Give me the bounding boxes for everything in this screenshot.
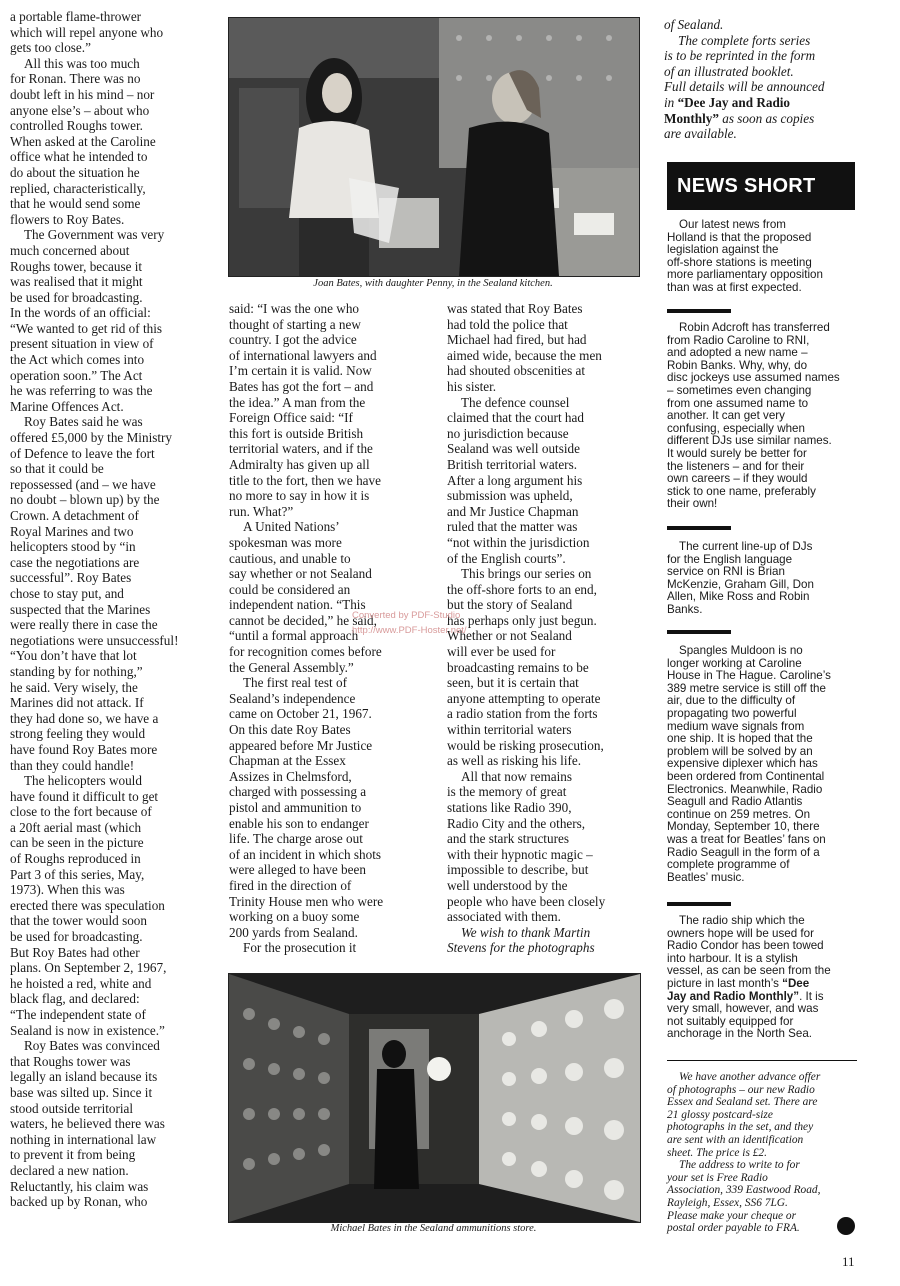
article-continuation: of Sealand.: [664, 17, 724, 32]
news-item-text: [667, 915, 857, 1041]
news-item-text-start: The radio ship which the owners hope will be used for Radio Condor has been towed into harbour. It is a stylish vessel, as can be seen from the picture in last month’s: [667, 914, 831, 990]
news-item: [667, 219, 857, 295]
article-paragraph: This brings our series on the off-shore forts to an end, but the story of Sealand has perhaps only just begun. Whether or not Sealand will ever be used for broadcasting remains to be seen, but it is certain that anyone attempting to operate a radio station from the forts within territorial waters would be risking prosecution, as well as risking his life.: [447, 566, 604, 769]
article-paragraph: All this was too much for Ronan. There was no doubt left in his mind – nor anyone else’s – about who controlled Roughs tower. When asked at the Caroline office what he intended to do about the situation he replied, characteristically, that he would send some flowers to Roy Bates.: [10, 55, 156, 227]
news-short-header: NEWS SHORT: [667, 162, 855, 210]
article-paragraph: was stated that Roy Bates had told the police that Michael had fired, but had aimed wide, because the men had shouted obscenities at his sister.: [447, 301, 602, 394]
article-paragraph: For the prosecution it: [243, 940, 357, 956]
news-item: [667, 915, 857, 1041]
ammunitions-store-photo-image: [229, 974, 640, 1222]
news-divider: [667, 526, 731, 530]
news-item-text: Robin Adcroft has transferred from Radio Caroline to RNI, and adopted a new name – Robin Banks. Why, why, do disc jockeys use assumed names – sometimes even changing from one assumed name to another. It can get very confusing, especially when different DJs use similar names. It would surely be better for the listeners – and for their own careers – if they would stick to one name, preferably their own!: [667, 321, 840, 511]
article-paragraph: All that now remains is the memory of great stations like Radio 390, Radio City and the others, and the stark structures with their hypnotic magic – impossible to describe, but well understood by the people who have been closely associated with them.: [447, 768, 606, 925]
article-paragraph: A United Nations’ spokesman was more cautious, and unable to say whether or not Sealand could be considered an independent nation. “This cannot be decided,” he said, “until a formal approach for recognition comes before the General Assembly.”: [229, 519, 382, 675]
offer-paragraph: We have another advance offer of photographs – our new Radio Essex and Sealand set. There are 21 glossy postcard-size photographs in the set, and they are sent with an identification sheet. The price is £2.: [667, 1071, 821, 1159]
news-item: [667, 645, 857, 884]
article-paragraph: a portable flame-thrower which will repel anyone who gets too close.”: [10, 9, 164, 56]
magazine-title: “Dee Jay and Radio Monthly”: [664, 94, 791, 126]
news-divider: [667, 902, 731, 906]
kitchen-photo-caption: Joan Bates, with daughter Penny, in the Sealand kitchen.: [313, 278, 553, 289]
article-paragraph: Roy Bates said he was offered £5,000 by the Ministry of Defence to leave the fort so that it could be repossessed (and – we have no doubt – blown up) by the Crown. A detachment of Royal Marines and two helicopters stood by “in case the negotiations are successful”. Roy Bates chose to stay put, and suspected that the Marines were really there in case the negotiations were unsuccessful! “You don’t have that lot standing by for nothing,” he said. Very wisely, the Marines did not attack. If they had done so, we have a strong feeling they would have found Roy Bates more than they could handle!: [10, 414, 179, 773]
photo-offer: [667, 1071, 857, 1235]
news-item-text-end: . It is very small, however, and was not suitably equipped for anchorage in the North Sea.: [667, 989, 824, 1041]
article-paragraph: said: “I was the one who thought of starting a new country. I got the advice of international lawyers and I’m certain it is valid. Now Bates has got the fort – and the idea.” A man from the Foreign Office said: “If this fort is outside British territorial waters, and if the Admiralty has given up all title to the fort, then we have no more to say in how it is run. What?”: [229, 301, 381, 519]
article-column-4: [664, 17, 864, 142]
magazine-title: “Dee Jay and Radio Monthly”: [667, 976, 810, 1003]
news-item-text: Spangles Muldoon is no longer working at Caroline House in The Hague. Caroline’s 389 metre service is still off the air, due to the difficulty of propagating two powerful medium wave signals from one ship. It is hoped that the problem will be solved by an expensive diplexer which has been ordered from Continental Electronics. Meanwhile, Radio Seagull and Radio Atlantis continue on 259 metres. On Monday, September 10, there was a treat for Beatles’ fans on Radio Seagull in the form of a complete programme of Beatles’ music.: [667, 644, 831, 884]
news-item: [667, 541, 857, 617]
news-divider: [667, 309, 731, 313]
page-number: 11: [842, 1254, 855, 1269]
news-item-text: The current line-up of DJs for the English language service on RNI is Brian McKenzie, Graham Gill, Don Allen, Mike Ross and Robin Banks.: [667, 540, 814, 616]
news-item: [667, 322, 857, 511]
offer-paragraph: The address to write to for your set is Free Radio Association, 339 Eastwood Road, Rayleigh, Essex, SS6 7LG. Please make your cheque or postal order payable to FRA.: [667, 1159, 821, 1235]
article-paragraph: The first real test of Sealand’s independence came on October 21, 1967. On this date Roy Bates appeared before Mr Justice Chapman at the Essex Assizes in Chelmsford, charged with possessing a pistol and ammunition to enable his son to endanger life. The charge arose out of an incident in which shots were alleged to have been fired in the direction of Trinity House men who were working on a buoy some 200 yards from Sealand.: [229, 675, 384, 940]
article-column-1: [10, 9, 220, 1210]
booklet-note-end: as soon as copies are available.: [664, 110, 815, 142]
news-item-text: Our latest news from Holland is that the proposed legislation against the off-shore stations is meeting more parliamentary opposition than was at first expected.: [667, 218, 823, 294]
article-paragraph: The defence counsel claimed that the court had no jurisdiction because Sealand was well outside British territorial waters. After a long argument his submission was upheld, and Mr Justice Chapman ruled that the matter was “not within the jurisdiction of the English courts”.: [447, 394, 590, 566]
ammunitions-photo-caption: Michael Bates in the Sealand ammunitions store.: [330, 1223, 537, 1234]
kitchen-photo-image: [229, 18, 639, 276]
kitchen-photo: [228, 17, 640, 277]
booklet-note-text: The complete forts series is to be reprinted in the form of an illustrated booklet. Full details will be announced in: [664, 32, 825, 110]
converter-watermark: Converted by PDF-Studio http://www.PDF-Hoster.net/: [352, 610, 467, 636]
news-divider: [667, 630, 731, 634]
ammunitions-store-photo: [228, 973, 641, 1223]
acknowledgement: We wish to thank Martin Stevens for the photographs: [447, 924, 595, 956]
article-column-3: [447, 301, 645, 956]
booklet-note: [664, 33, 864, 142]
article-paragraph: The Government was very much concerned about Roughs tower, because it was realised that it might be used for broadcasting. In the words of an official: “We wanted to get rid of this present situation in view of the Act which comes into operation soon.” The Act he was referring to was the Marine Offences Act.: [10, 227, 165, 414]
end-mark: [837, 1217, 855, 1235]
news-divider: [667, 1060, 857, 1061]
article-paragraph: The helicopters would have found it difficult to get close to the fort because of a 20ft aerial mast (which can be seen in the picture of Roughs reproduced in Part 3 of this series, May, 1973). When this was erected there was speculation that the tower would soon be used for broadcasting. But Roy Bates had other plans. On September 2, 1967, he hoisted a red, white and black flag, and declared: “The independent state of Sealand is now in existence.”: [10, 773, 167, 1038]
article-paragraph: Roy Bates was convinced that Roughs tower was legally an island because its base was silted up. Since it stood outside territorial waters, he believed there was nothing in international law to prevent it from being declared a new nation. Reluctantly, his claim was backed up by Ronan, who: [10, 1038, 165, 1210]
